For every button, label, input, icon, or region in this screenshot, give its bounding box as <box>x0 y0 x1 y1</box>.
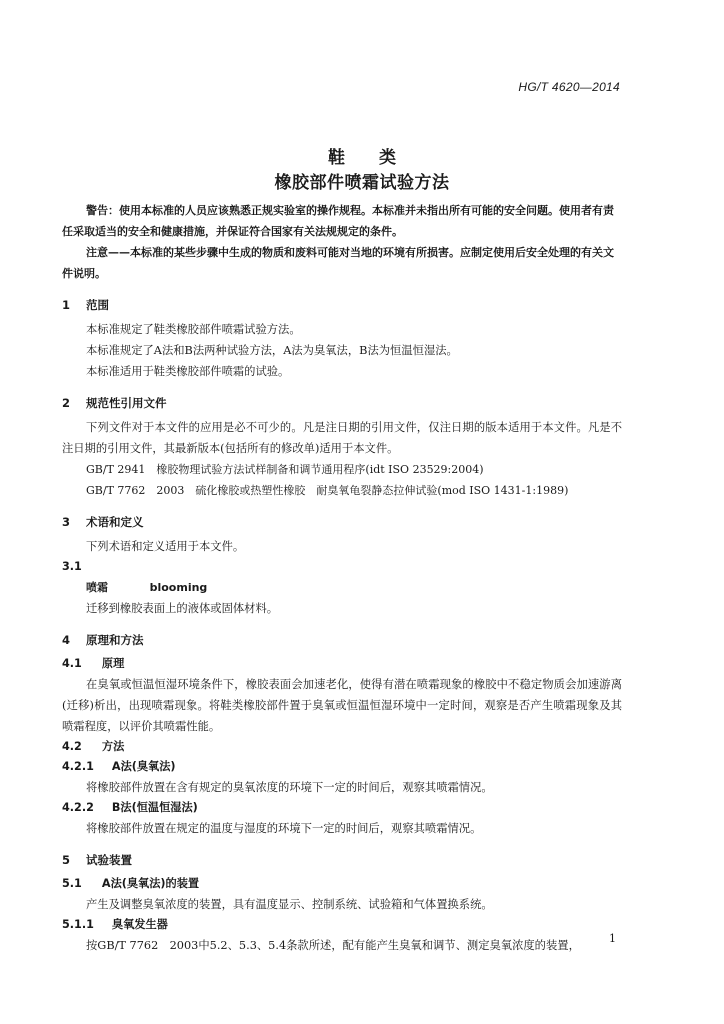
page-number: 1 <box>609 932 616 945</box>
section-heading-terms <box>62 511 622 533</box>
section-heading-normative-references <box>62 392 622 414</box>
warning-block <box>62 200 622 284</box>
subsection-title: 臭氧发生器 <box>111 918 168 931</box>
paragraph: 本标准规定了鞋类橡胶部件喷霜试验方法。 <box>86 323 301 336</box>
section-number: 2 <box>62 396 71 410</box>
paragraph: 本标准适用于鞋类橡胶部件喷霜的试验。 <box>86 365 290 378</box>
paragraph: 下列文件对于本文件的应用是必不可少的。凡是注日期的引用文件，仅注日期的版本适用于本文件。凡是不注日期的引用文件，其最新版本(包括所有的修改单)适用于本文件。 <box>62 421 622 455</box>
standard-code: HG/T 4620—2014 <box>518 80 620 94</box>
subsection-heading <box>62 757 622 777</box>
subsection-heading <box>62 874 622 894</box>
section-title: 规范性引用文件 <box>86 396 167 410</box>
section-heading-principle <box>62 629 622 651</box>
subsection-title: A法(臭氧法) <box>111 760 176 773</box>
section-title: 术语和定义 <box>86 515 144 529</box>
section-heading-scope <box>62 294 622 316</box>
subsection-heading <box>62 737 622 757</box>
subsection-number: 4.2.1 <box>62 760 94 773</box>
subsection-number: 4.2.2 <box>62 801 94 814</box>
subsection-number: 5.1.1 <box>62 918 94 931</box>
subsection-title: 方法 <box>101 740 125 753</box>
paragraph: 按GB/T 7762 2003中5.2、5.3、5.4条款所述，配有能产生臭氧和调节、测定臭氧浓度的装置， <box>86 939 580 952</box>
section-title: 范围 <box>86 298 110 312</box>
section-number: 3 <box>62 515 71 529</box>
section-heading-apparatus <box>62 849 622 871</box>
term-entry <box>62 577 622 598</box>
subsection-heading <box>62 915 622 935</box>
section-number: 1 <box>62 298 71 312</box>
term-definition: 迁移到橡胶表面上的液体或固体材料。 <box>86 602 279 615</box>
reference-item: GB/T 7762 2003 硫化橡胶或热塑性橡胶 耐臭氧龟裂静态拉伸试验(mod ISO 1431-1:1989) <box>86 484 569 497</box>
paragraph: 下列术语和定义适用于本文件。 <box>86 540 245 553</box>
subsection-number: 4.2 <box>62 740 82 753</box>
notice-paragraph: 注意——本标准的某些步骤中生成的物质和废料可能对当地的环境有所损害。应制定使用后安全处理的有关文件说明。 <box>62 246 614 280</box>
subsection-title: 原理 <box>101 657 125 670</box>
warning-paragraph: 警告：使用本标准的人员应该熟悉正规实验室的操作规程。本标准并未指出所有可能的安全问题。使用者有责任采取适当的安全和健康措施，并保证符合国家有关法规规定的条件。 <box>62 204 614 238</box>
section-title: 试验装置 <box>86 853 133 867</box>
subsection-title: A法(臭氧法)的装置 <box>101 877 200 890</box>
paragraph: 产生及调整臭氧浓度的装置，具有温度显示、控制系统、试验箱和气体置换系统。 <box>86 898 493 911</box>
subsection-heading <box>62 798 622 818</box>
document-title: 橡胶部件喷霜试验方法 <box>274 173 450 193</box>
section-number: 4 <box>62 633 71 647</box>
term-english: blooming <box>149 581 208 594</box>
paragraph: 本标准规定了A法和B法两种试验方法，A法为臭氧法，B法为恒温恒湿法。 <box>86 344 458 357</box>
paragraph: 将橡胶部件放置在规定的温度与湿度的环境下一定的时间后，观察其喷霜情况。 <box>86 822 482 835</box>
subsection-heading <box>62 654 622 674</box>
section-number: 5 <box>62 853 71 867</box>
paragraph: 将橡胶部件放置在含有规定的臭氧浓度的环境下一定的时间后，观察其喷霜情况。 <box>86 781 493 794</box>
document-title-category: 鞋 类 <box>328 148 410 168</box>
section-title: 原理和方法 <box>86 633 144 647</box>
term-chinese: 喷霜 <box>86 581 108 594</box>
subsection-number: 5.1 <box>62 877 82 890</box>
reference-item: GB/T 2941 橡胶物理试验方法试样制备和调节通用程序(idt ISO 23529:2004) <box>86 463 484 476</box>
document-body <box>62 200 622 956</box>
subsection-number: 4.1 <box>62 657 82 670</box>
paragraph: 在臭氧或恒温恒湿环境条件下，橡胶表面会加速老化，使得有潜在喷霜现象的橡胶中不稳定物质会加速游离(迁移)析出，出现喷霜现象。将鞋类橡胶部件置于臭氧或恒温恒湿环境中一定时间，观察是否产生喷霜现象及其喷霜程度，以评价其喷霜性能。 <box>62 678 622 733</box>
subsection-number: 3.1 <box>62 560 82 573</box>
subsection-title: B法(恒温恒湿法) <box>111 801 198 814</box>
